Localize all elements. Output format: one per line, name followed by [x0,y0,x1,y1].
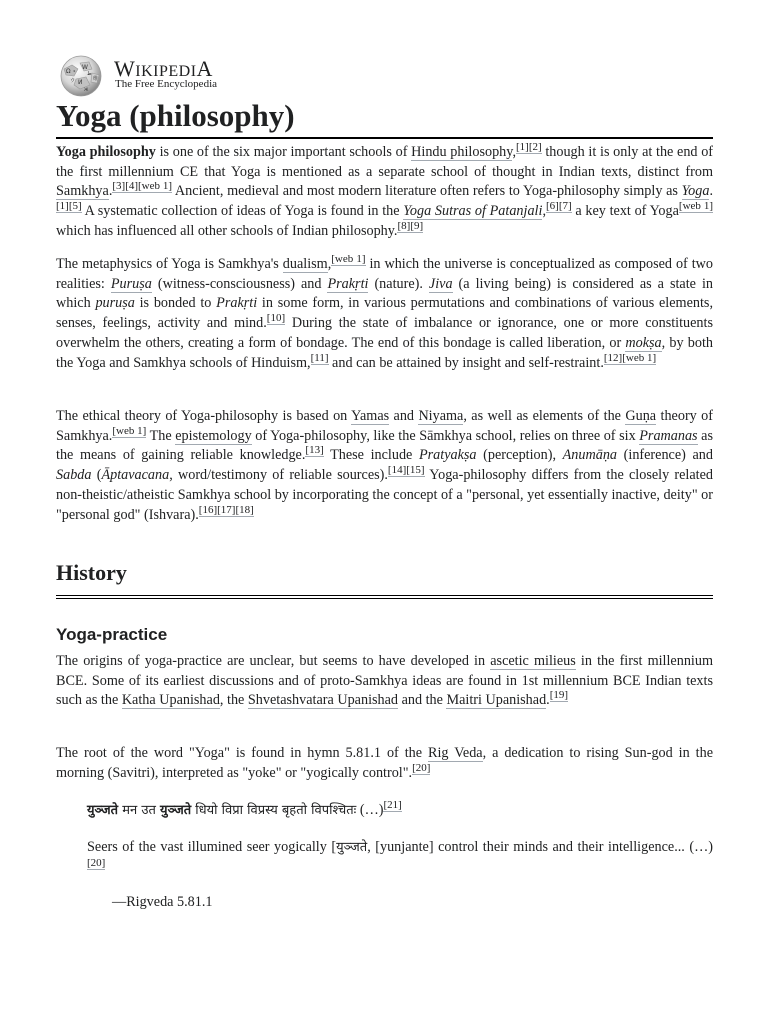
yoga-practice-heading: Yoga-practice [56,625,168,644]
italic-term: Pratyakṣa [418,447,477,464]
ellipsis: (…) [356,802,384,818]
text: , the [219,692,248,709]
ref-8[interactable]: [8] [397,219,411,232]
italic-term: puruṣa [95,295,135,312]
wikipedia-globe-icon[interactable] [56,53,106,97]
ref-14[interactable]: [14] [387,464,407,477]
text: and [389,408,419,424]
page-title: Yoga (philosophy) [56,96,713,139]
link-text: Prakṛti [327,275,369,292]
link-epistemology[interactable]: epistemology [175,427,252,444]
text: in the first millennium BCE. Some of its earliest discussions and of proto-Samkhya ideas are found in 1st millennium BCE Indian texts such as the [56,653,713,709]
link-ascetic-milieus[interactable]: ascetic milieus [490,653,576,669]
ref-21[interactable]: [21] [383,799,402,811]
text: and the [398,692,447,709]
italic-term: Anumāṇa [562,447,618,464]
root-word-paragraph [56,744,713,783]
ref-13[interactable]: [13] [305,444,324,457]
ref-6[interactable]: [6] [545,200,559,213]
bold-term: Yoga philosophy [56,144,156,160]
intro-paragraph: Yoga philosophy is one of the six major important schools of Hindu philosophy,[1][2] though it is only at the end of the first millennium CE that Yoga is mentioned as a separate school of thought in Indian texts, distinct from Samkhya.[3][4][web 1] Ancient, medieval and most modern literature often refers to Yoga-philosophy simply as Yoga.[1][5] A systematic collection of ideas of Yoga is found in the Yoga Sutras of Patanjali,[6][7] a key text of Yoga[web 1] which has influenced all other schools of Indian philosophy.[8][9] [56,141,714,239]
ref-12[interactable]: [12] [603,351,623,364]
logo-glyph: ウ [70,78,76,84]
text: ( [91,467,102,484]
text: The root of the word "Yoga" is found in hymn 5.81.1 of the [56,745,429,761]
logo-glyph: 维 [93,76,99,82]
ref-web-1[interactable]: [web 1] [112,424,147,437]
ref-7[interactable]: [7] [558,200,572,213]
link-dualism[interactable]: dualism [282,256,328,272]
ref-web-1[interactable]: [web 1] [622,351,657,364]
text: which has influenced all other schools of Indian philosophy. [56,222,398,239]
text: , by both the Yoga and Samkhya schools of Hinduism, [56,334,714,371]
ref-11[interactable]: [11] [310,351,329,364]
logo-glyph: ط [87,71,92,77]
bold-word: युञ्जते [87,803,119,818]
link-katha-upanishad[interactable]: Katha Upanishad [121,692,220,709]
link-text: Pramanas [639,427,698,444]
text: is one of the six major important schools of [155,144,412,160]
link-yoga[interactable] [682,183,710,200]
link-moksa[interactable] [625,335,661,352]
text: During the state of imbalance or ignorance, one or more constituents overwhelm the others, creating a form of bondage. The end of this bondage is called liberation, or [56,315,713,351]
text: The ethical theory of Yoga-philosophy is based on [56,408,352,424]
ref-web-1[interactable]: [web 1] [678,200,713,213]
ethics-paragraph [56,407,713,525]
link-text: Yoga [681,183,710,200]
bold-word: युञ्जते [160,803,192,818]
quote-citation: —Rigveda 5.81.1 [112,894,213,910]
link-hindu-philosophy[interactable]: Hindu philosophy [411,144,513,160]
text: (inference) and [617,447,713,464]
link-text: Puruṣa [110,275,152,292]
ref-web-1[interactable]: [web 1] [331,253,366,265]
ref-10[interactable]: [10] [266,312,286,325]
text: धियो विप्रा विप्रस्य बृहतो विपश्चितः [191,803,357,818]
text: (witness-consciousness) and [151,275,328,292]
text: (a living being) is considered as a state in which [56,275,713,312]
text: a key text of Yoga [571,203,679,220]
link-shvetashvatara-upanishad[interactable]: Shvetashvatara Upanishad [247,692,399,709]
text: , word/testimony of reliable sources). [169,467,388,484]
ref-17[interactable]: [17] [217,503,236,516]
ref-4[interactable]: [4] [125,180,139,193]
link-text: Yoga Sutras of Patanjali [403,203,543,220]
text: (perception), [476,447,563,464]
ref-20[interactable]: [20] [412,761,431,774]
ref-1[interactable]: [1] [515,141,529,153]
link-guna[interactable]: Guṇa [625,408,657,424]
history-heading: History [56,558,713,599]
wordmark-a: A [196,56,213,81]
link-text: Jiva [428,275,453,292]
text: Ancient, medieval and most modern literature often refers to Yoga-philosophy simply as [172,183,682,200]
text: of Yoga-philosophy, like the Sāmkhya school, relies on three of six [251,427,640,444]
link-niyama[interactable]: Niyama [418,408,464,424]
wikipedia-tagline: The Free Encyclopedia [115,78,218,90]
logo-glyph: Ж [84,87,89,92]
logo-glyph: ב [73,68,76,73]
text: The metaphysics of Yoga is Samkhya's [56,256,283,272]
ref-16[interactable]: [16] [198,503,218,516]
text: , a dedication to rising Sun-god in the morning (Savitri), interpreted as "yoke" or "yogically control". [56,745,713,781]
text: theory of Samkhya. [56,408,713,444]
text: in some form, in various permutations and combinations of various elements, senses, feelings, activity and mind. [56,295,713,332]
text: The [146,427,176,444]
ref-1[interactable]: [1] [56,200,69,213]
text: मन उत [118,803,161,818]
wordmark-mid: IKIPEDI [135,63,197,80]
text: though it is only at the end of the first millennium CE that Yoga is mentioned as a separate school of thought in Indian texts, distinct from [56,144,714,180]
link-text: mokṣa [625,334,662,351]
italic-term: Āptavacana [101,467,170,484]
text: These include [323,447,419,464]
text: Yoga-philosophy differs from the closely related non-theistic/atheistic Samkhya school by incorporating the concept of a "personal, yet essentially inactive, deity" or "personal god" (Ishvara). [56,467,714,523]
link-maitri-upanishad[interactable]: Maitri Upanishad [446,692,547,709]
ref-web-1[interactable]: [web 1] [138,180,173,193]
text: as the means of gaining reliable knowledge. [56,427,713,464]
ref-20[interactable]: [20] [87,857,106,869]
metaphysics-paragraph: The metaphysics of Yoga is Samkhya's dualism,[web 1] in which the universe is conceptualized as composed of two realities: Puruṣa (witness-consciousness) and Prakṛti (nature). Jiva (a living being) is considered as a state in which puruṣa is bonded to Prakṛti in some form, in various permutations and combinations of various elements, senses, feelings, activity and mind.[10] During the state of imbalance or ignorance, one or more constituents overwhelm the others, creating a form of bondage. The end of this bondage is called liberation, or mokṣa, by both the Yoga and Samkhya schools of Hinduism,[11] and can be attained by insight and self-restraint.[12][web 1] [56,253,714,371]
italic-term: Prakṛti [216,295,258,312]
ref-5[interactable]: [5] [68,200,82,213]
text: A systematic collection of ideas of Yoga is found in the [81,203,404,220]
devanagari-text [87,803,356,818]
link-yamas[interactable]: Yamas [351,408,390,424]
ref-18[interactable]: [18] [235,503,254,516]
text: and can be attained by insight and self-restraint. [328,354,604,371]
sanskrit-quote [87,800,402,821]
logo-glyph: W [82,64,88,71]
link-pramanas[interactable] [639,428,697,445]
text: , [yunjante] control their minds and their intelligence... (…) [367,839,713,855]
text: . [546,692,550,709]
text: is bonded to [134,295,217,312]
link-rig-veda[interactable]: Rig Veda [428,745,483,761]
link-prakrti[interactable] [327,276,368,293]
logo-glyph: И [78,79,83,86]
link-purusa[interactable] [111,276,152,293]
quote-translation [87,837,713,878]
ref-19[interactable]: [19] [549,689,569,702]
link-samkhya[interactable]: Samkhya [56,183,109,200]
italic-term: Sabda [56,467,92,484]
text: (nature). [368,275,429,292]
logo-glyph: Ω [66,68,71,75]
wordmark-w: W [114,56,136,81]
origins-paragraph [56,652,713,711]
text: in which the universe is conceptualized as composed of two realities: [56,256,713,292]
ref-9[interactable]: [9] [410,219,424,232]
ref-15[interactable]: [15] [406,464,425,477]
link-yoga-sutras[interactable] [403,203,542,220]
text: The origins of yoga-practice are unclear, but seems to have developed in [56,653,491,669]
devanagari-word: युञ्जते [336,840,368,855]
text: , as well as elements of the [463,408,626,424]
ref-2[interactable]: [2] [528,141,542,153]
link-jiva[interactable] [429,276,453,293]
ref-3[interactable]: [3] [112,180,126,193]
text: Seers of the vast illumined seer yogically [ [87,839,337,855]
